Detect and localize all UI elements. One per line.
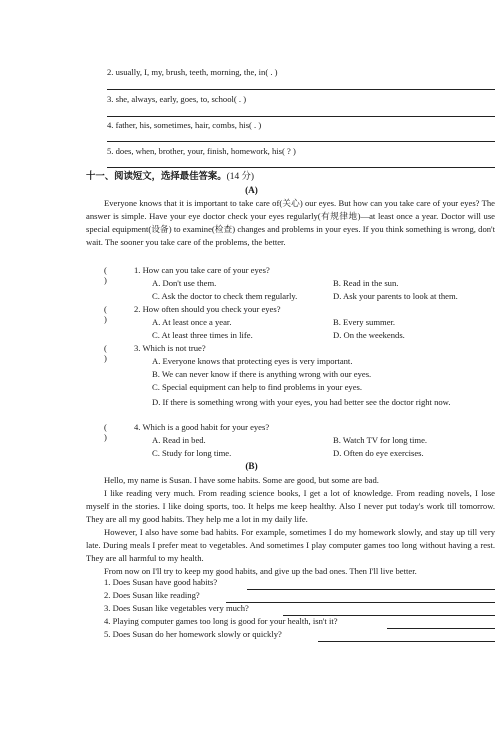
short-question-1: 1. Does Susan have good habits? xyxy=(104,577,218,587)
answer-line[interactable] xyxy=(247,589,495,590)
passage-b-paragraph: Hello, my name is Susan. I have some habits. Some are good, but some are bad. xyxy=(104,475,379,485)
question-text: 1. How can you take care of your eyes? xyxy=(134,265,270,275)
passage-a-heading: (A) xyxy=(245,185,258,195)
option-b: B. Every summer. xyxy=(333,317,396,327)
question-text: 3. Which is not true? xyxy=(134,343,206,353)
short-question-3: 3. Does Susan like vegetables very much? xyxy=(104,603,249,613)
sentence-item-3: 3. she, always, early, goes, to, school( . ) xyxy=(107,94,247,104)
answer-line[interactable] xyxy=(107,116,495,117)
sentence-item-4: 4. father, his, sometimes, hair, combs, his( . ) xyxy=(107,120,262,130)
answer-line[interactable] xyxy=(318,641,495,642)
answer-line[interactable] xyxy=(107,141,495,142)
answer-bracket[interactable]: ( ) xyxy=(104,265,107,285)
option-d: D. If there is something wrong with your eyes, you had better see the doctor right now. xyxy=(152,397,451,407)
option-d: D. Often do eye exercises. xyxy=(333,448,424,458)
option-a: A. Read in bed. xyxy=(152,435,206,445)
short-question-4: 4. Playing computer games too long is good for your health, isn't it? xyxy=(104,616,338,626)
answer-bracket[interactable]: ( ) xyxy=(104,304,107,324)
short-question-2: 2. Does Susan like reading? xyxy=(104,590,200,600)
option-c: C. Special equipment can help to find problems in your eyes. xyxy=(152,382,363,392)
sentence-item-5: 5. does, when, brother, your, finish, homework, his( ? ) xyxy=(107,146,296,156)
answer-bracket[interactable]: ( ) xyxy=(104,343,107,363)
passage-a-text: Everyone knows that it is important to take care of(关心) our eyes. But how can you take care of your eyes? The answer is simple. Have your eye doctor check your eyes regularly(有规律地)—at least once a year. Doctor will use special equipment(设备) to examine(检查) changes and problems in your eyes. If you think something is wrong, don't wait. The sooner you take care of the problems, the better. xyxy=(86,198,495,247)
option-a: A. Don't use them. xyxy=(152,278,217,288)
passage-b-paragraph: However, I also have some bad habits. For example, sometimes I do my homework slowly, and stay up till very late. During meals I prefer meat to vegetables. And sometimes I play computer games too long without having a rest. They are all harmful to my health. xyxy=(86,527,495,563)
option-b: B. Watch TV for long time. xyxy=(333,435,428,445)
option-b: B. Read in the sun. xyxy=(333,278,399,288)
section-points: (14 分) xyxy=(226,172,254,182)
answer-line[interactable] xyxy=(226,602,495,603)
passage-b-heading: (B) xyxy=(245,461,258,471)
answer-line[interactable] xyxy=(387,628,495,629)
sentence-item-2: 2. usually, I, my, brush, teeth, morning, the, in( . ) xyxy=(107,67,278,77)
option-c: C. Study for long time. xyxy=(152,448,232,458)
answer-line[interactable] xyxy=(107,167,495,168)
option-c: C. Ask the doctor to check them regularly. xyxy=(152,291,298,301)
passage-b-paragraph: I like reading very much. From reading science books, I get a lot of knowledge. From reading novels, I lose myself in the stories. I like doing sports, too. It helps me keep healthy. Also I never put today's work till tomorrow. They are all my good habits. They help me a lot in my daily life. xyxy=(86,488,495,524)
option-d: D. On the weekends. xyxy=(333,330,405,340)
answer-bracket[interactable]: ( ) xyxy=(104,422,107,442)
option-c: C. At least three times in life. xyxy=(152,330,253,340)
short-question-5: 5. Does Susan do her homework slowly or quickly? xyxy=(104,629,282,639)
option-b: B. We can never know if there is anything wrong with our eyes. xyxy=(152,369,372,379)
passage-b-paragraph: From now on I'll try to keep my good habits, and give up the bad ones. Then I'll live better. xyxy=(104,566,417,576)
answer-line[interactable] xyxy=(107,89,495,90)
question-text: 2. How often should you check your eyes? xyxy=(134,304,281,314)
section-title xyxy=(86,172,254,183)
question-text: 4. Which is a good habit for your eyes? xyxy=(134,422,270,432)
section-title-text: 十一、阅读短文，选择最佳答案。 xyxy=(86,172,227,182)
option-d: D. Ask your parents to look at them. xyxy=(333,291,458,301)
option-a: A. Everyone knows that protecting eyes is very important. xyxy=(152,356,353,366)
option-a: A. At least once a year. xyxy=(152,317,232,327)
